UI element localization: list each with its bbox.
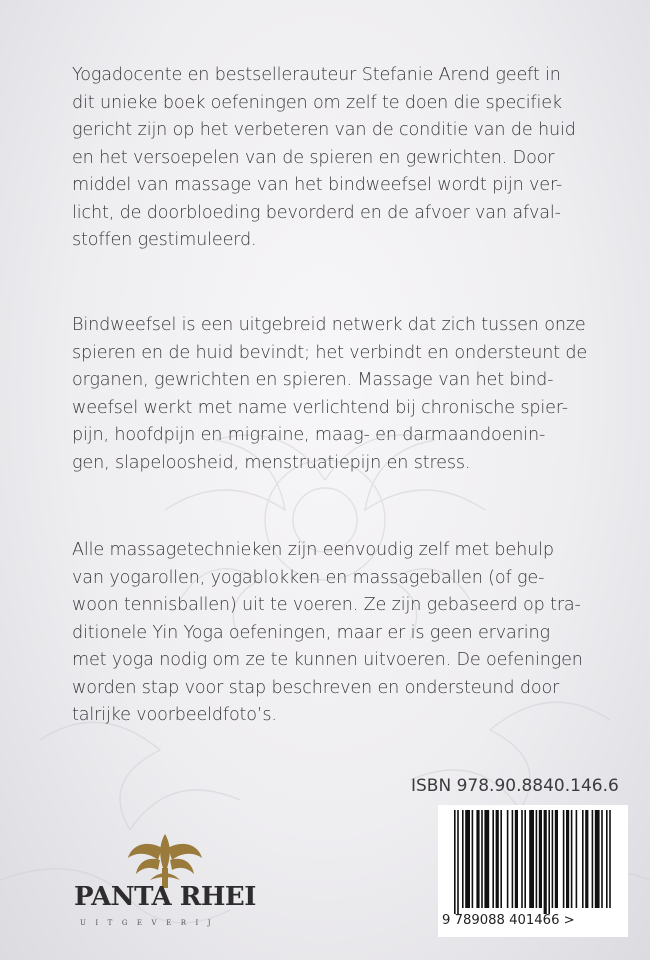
paragraph-line: woon tennisballen) uit te voeren. Ze zijn gebaseerd op tra-: [72, 595, 581, 615]
barcode-bar: [601, 810, 603, 908]
barcode-bar: [500, 810, 502, 908]
paragraph-line: Yogadocente en bestsellerauteur Stefanie Arend geeft in: [72, 65, 561, 85]
barcode-bar: [566, 810, 569, 908]
description-paragraph-3: [72, 537, 583, 730]
barcode-bar: [492, 810, 494, 908]
barcode-bar: [521, 810, 523, 908]
barcode-bar: [472, 810, 474, 908]
barcode-bar: [496, 810, 499, 908]
barcode-bar: [457, 810, 459, 914]
paragraph-line: Alle massagetechnieken zijn eenvoudig zelf met behulp: [72, 540, 554, 560]
paragraph-line: en het versoepelen van de spieren en gewrichten. Door: [72, 147, 555, 168]
barcode-bar: [524, 810, 526, 908]
barcode-bar: [571, 810, 573, 908]
barcode-bar: [544, 810, 547, 914]
paragraph-line: gericht zijn op het verbeteren van de conditie van de huid: [72, 120, 576, 140]
barcode-bar: [563, 810, 565, 908]
publisher-subtitle: UITGEVERIJ: [80, 919, 221, 927]
barcode-bar: [552, 810, 554, 908]
barcode-bar: [462, 810, 464, 908]
paragraph-line: weefsel werkt met name verlichtend bij chronische spier-: [72, 397, 568, 418]
barcode-bar: [592, 810, 594, 908]
barcode-bar: [512, 810, 514, 908]
barcode: [438, 805, 628, 937]
barcode-bar: [536, 810, 538, 908]
paragraph-line: pijn, hoofdpijn en migraine, maag- en darmaandoenin-: [72, 425, 546, 445]
barcode-bars: [454, 810, 614, 914]
paragraph-line: worden stap voor stap beschreven en ondersteund door: [72, 677, 560, 698]
paragraph-line: Bindweefsel is een uitgebreid netwerk dat zich tussen onze: [72, 315, 586, 335]
paragraph-line: spieren en de huid bevindt; het verbindt en ondersteunt de: [72, 342, 588, 363]
barcode-bar: [476, 810, 479, 908]
barcode-digits: 9 789088 401466 >: [442, 913, 575, 928]
barcode-bar: [484, 810, 489, 908]
barcode-bar: [595, 810, 600, 908]
barcode-bar: [576, 810, 578, 908]
paragraph-line: middel van massage van het bindweefsel wordt pijn ver-: [72, 175, 563, 195]
isbn-number: ISBN 978.90.8840.146.6: [411, 776, 619, 796]
description-paragraph-1: [72, 62, 580, 255]
publisher-logo: [70, 830, 260, 940]
paragraph-line: licht, de doorbloeding bevorderd en de afvoer van afval-: [72, 202, 561, 223]
barcode-bar: [609, 810, 611, 908]
barcode-bar: [606, 810, 608, 908]
barcode-bar: [548, 810, 550, 914]
barcode-bar: [465, 810, 470, 908]
paragraph-line: gen, slapeloosheid, menstruatiepijn en stress.: [72, 452, 471, 473]
paragraph-line: van yogarollen, yogablokken en massageballen (of ge-: [72, 567, 545, 588]
barcode-bar: [481, 810, 483, 908]
paragraph-line: met yoga nodig om ze te kunnen uitvoeren. De oefeningen: [72, 650, 583, 670]
paragraph-line: talrijke voorbeeldfoto’s.: [72, 705, 277, 725]
fountain-icon: [70, 830, 260, 890]
barcode-bar: [529, 810, 534, 908]
barcode-bar: [539, 810, 542, 908]
publisher-name: PANTA RHEI: [74, 882, 256, 912]
paragraph-line: dit unieke boek oefeningen om zelf te doen die specifiek: [72, 92, 562, 113]
paragraph-line: stoffen gestimuleerd.: [72, 230, 257, 250]
barcode-bar: [454, 810, 456, 914]
barcode-bar: [515, 810, 518, 908]
barcode-bar: [507, 810, 509, 908]
barcode-bar: [555, 810, 558, 908]
barcode-bar: [582, 810, 584, 908]
barcode-bar: [585, 810, 588, 908]
description-paragraph-2: [72, 312, 588, 477]
paragraph-line: organen, gewrichten en spieren. Massage van het bind-: [72, 370, 554, 390]
paragraph-line: ditionele Yin Yoga oefeningen, maar er is geen ervaring: [72, 622, 550, 643]
